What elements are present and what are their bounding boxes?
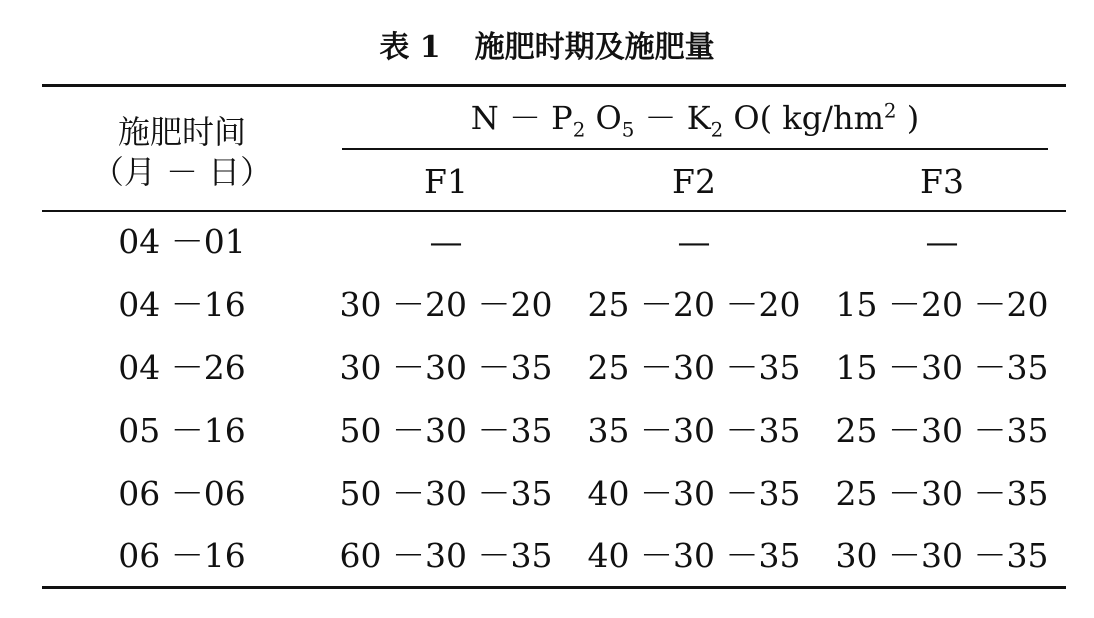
table-cell-f1: 50 －30 －35 (339, 411, 553, 450)
table-cell-f3: 15 －20 －20 (835, 285, 1049, 324)
table-cell-f1: 60 －30 －35 (339, 536, 553, 575)
table-cell-date: 04 －16 (118, 285, 246, 324)
top-rule (42, 84, 1066, 87)
table-cell-date: 06 －16 (118, 536, 246, 575)
table-caption (0, 22, 1094, 66)
header-col-f3: F3 (920, 162, 964, 201)
table-cell-f3: 30 －30 －35 (835, 536, 1049, 575)
table-cell-f2: 40 －30 －35 (587, 474, 801, 513)
table-cell-f3: — (925, 222, 959, 261)
table-cell-date: 06 －06 (118, 474, 246, 513)
header-col-f1: F1 (424, 162, 468, 201)
table-cell-f2: 25 －30 －35 (587, 348, 801, 387)
header-col-f2: F2 (672, 162, 716, 201)
table-cell-date: 04 －01 (118, 222, 246, 261)
table-cell-f1: 50 －30 －35 (339, 474, 553, 513)
header-date-line1: 施肥时间 (117, 113, 246, 151)
table-cell-f2: 40 －30 －35 (587, 536, 801, 575)
table-cell-f1: 30 －30 －35 (339, 348, 553, 387)
table-cell-f3: 15 －30 －35 (835, 348, 1049, 387)
table-cell-f1: 30 －20 －20 (339, 285, 553, 324)
header-date-line2: （月 － 日） (91, 153, 273, 191)
table-number: 表 1 (379, 30, 441, 65)
table-cell-date: 05 －16 (118, 411, 246, 450)
table-cell-date: 04 －26 (118, 348, 246, 387)
table-cell-f2: 35 －30 －35 (587, 411, 801, 450)
table-cell-f2: — (677, 222, 711, 261)
table-cell-f1: — (429, 222, 463, 261)
table-cell-f3: 25 －30 －35 (835, 411, 1049, 450)
header-sub-rule (342, 148, 1048, 150)
table-cell-f3: 25 －30 －35 (835, 474, 1049, 513)
header-bottom-rule (42, 210, 1066, 212)
header-unit: $N - P_2$ $O_5 - K_2$ O( $kg/hm^2$ ) (470, 99, 920, 142)
table-cell-f2: 25 －20 －20 (587, 285, 801, 324)
table-title: 施肥时期及施肥量 (474, 30, 715, 65)
bottom-rule (42, 586, 1066, 589)
